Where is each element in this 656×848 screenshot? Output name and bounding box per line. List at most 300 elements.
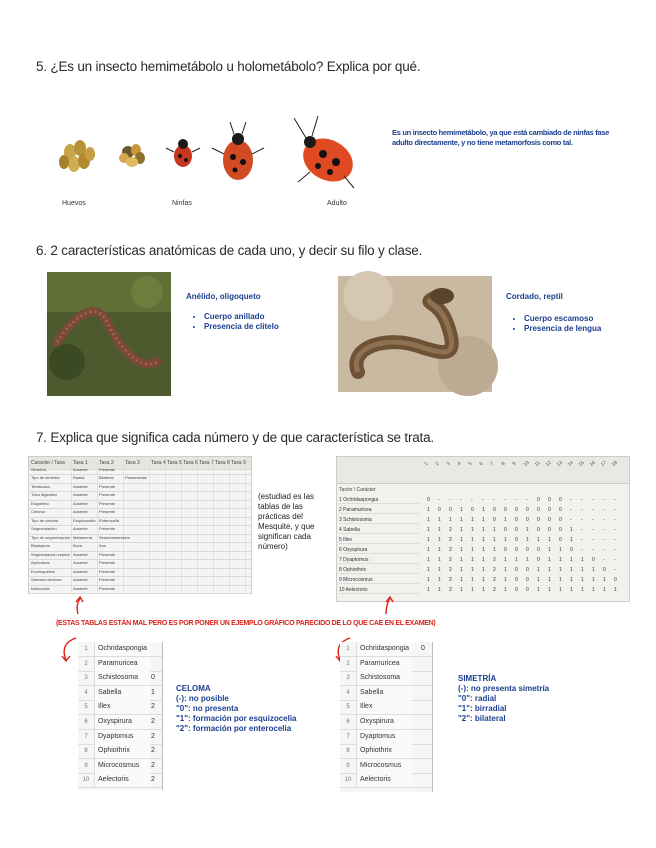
matrix-cell: 1 — [504, 537, 507, 543]
simetria-row — [340, 657, 432, 672]
table-header-cell: Taxa 7 — [197, 457, 214, 469]
matrix-cell: 1 — [548, 537, 551, 543]
matrix-cell: 2 — [493, 557, 496, 563]
matrix-col-label: 11 — [533, 460, 542, 468]
matrix-taxon: 7 Dyaptomus — [339, 557, 419, 564]
table-cell — [165, 542, 182, 551]
matrix-cell: 0 — [526, 517, 529, 523]
table-cell — [123, 491, 150, 500]
celoma-row-taxon: Paramuricea — [94, 657, 150, 671]
matrix-cell: 1 — [449, 517, 452, 523]
matrix-cell: 1 — [460, 527, 463, 533]
matrix-cell: 0 — [504, 547, 507, 553]
celoma-row-value: 1 — [151, 688, 155, 696]
matrix-cell: 1 — [438, 547, 441, 553]
matrix-cell: 1 — [427, 517, 430, 523]
matrix-cell: - — [581, 527, 583, 533]
table-cell: Presente — [97, 576, 124, 585]
matrix-taxon: 1 Ochridaspongia — [339, 497, 419, 504]
celoma-row-value: 0 — [151, 674, 155, 682]
matrix-cell: 1 — [504, 567, 507, 573]
matrix-cell: 0 — [614, 577, 617, 583]
celoma-row — [78, 715, 162, 730]
matrix-cell: - — [570, 497, 572, 503]
celoma-row-taxon: Dyaptomus — [94, 730, 150, 744]
question-7: 7. Explica que significa cada número y de que característica se trata. — [36, 430, 434, 445]
celoma-legend-3: "2": formación por enterocelia — [176, 724, 292, 733]
table-cell: Presente — [97, 508, 124, 517]
matrix-cell: 0 — [438, 507, 441, 513]
simetria-legend — [458, 674, 549, 724]
table-cell — [165, 508, 182, 517]
matrix-cell: 1 — [482, 527, 485, 533]
table-cell — [197, 534, 214, 543]
table-cell — [123, 568, 150, 577]
table-cell: Notocorda — [29, 585, 72, 594]
celoma-legend — [176, 684, 297, 734]
simetria-legend-3: "2": bilateral — [458, 714, 506, 723]
matrix-cell: - — [614, 567, 616, 573]
matrix-cell: 1 — [482, 517, 485, 523]
celoma-row-number: 10 — [82, 777, 90, 784]
matrix-cell: 1 — [592, 567, 595, 573]
label-adulto: Adulto — [327, 200, 347, 207]
matrix-col-label: 9 — [511, 460, 518, 468]
simetria-row-number: 10 — [344, 777, 352, 784]
table-header-cell: Taxa 8 — [213, 457, 230, 469]
matrix-cell: 0 — [526, 577, 529, 583]
table-cell — [197, 508, 214, 517]
matrix-cell: 1 — [460, 517, 463, 523]
matrix-cell: 1 — [526, 527, 529, 533]
celoma-crop — [78, 642, 163, 790]
celoma-row-taxon: Illex — [94, 700, 150, 714]
matrix-cell: 0 — [537, 497, 540, 503]
simetria-row — [340, 671, 432, 686]
matrix-taxon: 2 Paramuricea — [339, 507, 419, 514]
matrix-corner: Taxón \ Carácter — [339, 487, 376, 493]
table-header-cell: Taxa 6 — [181, 457, 198, 469]
simetria-legend-1: "0": radial — [458, 694, 497, 703]
simetria-crop — [340, 642, 433, 792]
table-cell — [165, 585, 182, 594]
table-cell — [149, 576, 166, 585]
table-cell — [229, 474, 246, 483]
matrix-cell: 1 — [592, 577, 595, 583]
matrix-cell: - — [570, 507, 572, 513]
table-cell — [229, 483, 246, 492]
table-cell: Segmentación espiral — [29, 551, 72, 560]
table-cell — [181, 500, 198, 509]
table-cell — [165, 525, 182, 534]
matrix-cell: 1 — [427, 547, 430, 553]
table-cell: Ausente — [71, 568, 98, 577]
snake-photo — [338, 276, 492, 392]
table-cell: Bilateral — [97, 474, 124, 483]
matrix-cell: 0 — [515, 587, 518, 593]
simetria-row-number: 7 — [346, 733, 350, 740]
matrix-cell: 1 — [504, 587, 507, 593]
matrix-cell: 0 — [471, 507, 474, 513]
table-cell — [229, 559, 246, 568]
simetria-row-number: 4 — [346, 689, 350, 696]
matrix-col-label: 5 — [467, 460, 474, 468]
celoma-row — [78, 773, 162, 788]
matrix-col-label: 12 — [544, 459, 553, 469]
matrix-cell: 1 — [526, 537, 529, 543]
matrix-cell: - — [603, 547, 605, 553]
matrix-col-label: 2 — [434, 460, 441, 468]
table-cell — [149, 568, 166, 577]
matrix-cell: 1 — [460, 577, 463, 583]
matrix-cell: 1 — [548, 557, 551, 563]
table-cell: Pentarradial — [123, 474, 150, 483]
table-cell: Sistema nervioso — [29, 576, 72, 585]
matrix-cell: 1 — [548, 587, 551, 593]
table-cell — [229, 508, 246, 517]
matrix-cell: 0 — [537, 517, 540, 523]
matrix-cell: - — [482, 497, 484, 503]
matrix-cell: 0 — [559, 497, 562, 503]
worm-traits — [188, 312, 279, 332]
matrix-cell: 1 — [471, 527, 474, 533]
matrix-cell: 1 — [570, 567, 573, 573]
insect-lifecycle-illustration — [48, 112, 368, 202]
matrix-cell: 1 — [592, 587, 595, 593]
matrix-cell: 0 — [526, 567, 529, 573]
table-cell — [213, 500, 230, 509]
celoma-row — [78, 686, 162, 701]
matrix-cell: 2 — [449, 567, 452, 573]
matrix-cell: 1 — [570, 527, 573, 533]
simetria-row-taxon: Ochridaspongia — [356, 642, 412, 656]
matrix-col-label: 14 — [566, 459, 575, 469]
simetria-row-taxon: Ophiothrix — [356, 744, 412, 758]
matrix-cell: 0 — [493, 507, 496, 513]
matrix-cell: 0 — [559, 517, 562, 523]
matrix-cell: 1 — [504, 517, 507, 523]
matrix-cell: 1 — [460, 587, 463, 593]
matrix-cell: 0 — [504, 507, 507, 513]
simetria-row-taxon: Microcosmus — [356, 759, 412, 773]
matrix-cell: 1 — [438, 557, 441, 563]
table-cell — [149, 508, 166, 517]
matrix-cell: - — [614, 517, 616, 523]
worm-title: Anélido, oligoqueto — [186, 292, 261, 301]
question-5: 5. ¿Es un insecto hemimetábolo u holometábolo? Explica por qué. — [36, 59, 421, 74]
table-cell — [197, 474, 214, 483]
matrix-cell: 0 — [559, 527, 562, 533]
matrix-cell: 0 — [559, 537, 562, 543]
table-cell — [197, 466, 214, 475]
matrix-cell: 1 — [559, 557, 562, 563]
matrix-cell: 1 — [438, 517, 441, 523]
matrix-cell: 0 — [449, 507, 452, 513]
matrix-cell: 2 — [493, 587, 496, 593]
snake-title: Cordado, reptil — [506, 292, 563, 301]
table-cell — [197, 568, 214, 577]
table-header-cell: Taxa 3 — [123, 457, 150, 469]
table-cell: Ausente — [71, 483, 98, 492]
matrix-cell: - — [438, 497, 440, 503]
matrix-cell: 0 — [427, 497, 430, 503]
simetria-row-number: 5 — [346, 704, 350, 711]
table-cell — [213, 568, 230, 577]
celoma-row-number: 1 — [84, 646, 88, 652]
matrix-cell: 0 — [526, 507, 529, 513]
matrix-cell: 0 — [515, 547, 518, 553]
matrix-cell: 0 — [559, 507, 562, 513]
matrix-cell: 1 — [460, 507, 463, 513]
simetria-row — [340, 715, 432, 730]
celoma-row-taxon: Microcosmus — [94, 759, 150, 773]
matrix-cell: 1 — [427, 527, 430, 533]
matrix-cell: - — [460, 497, 462, 503]
table-cell — [149, 517, 166, 526]
matrix-cell: 1 — [537, 587, 540, 593]
matrix-taxon: 8 Ophiothrix — [339, 567, 419, 574]
matrix-cell: 1 — [482, 577, 485, 583]
table-cell — [149, 466, 166, 475]
table-cell — [229, 491, 246, 500]
matrix-cell: - — [581, 547, 583, 553]
matrix-cell: 0 — [515, 517, 518, 523]
mesquite-note: (estudiad es las tablas de las prácticas del Mesquite, y que significan cada número) — [258, 492, 315, 551]
table-cell: Seudometamería — [97, 534, 124, 543]
matrix-cell: 0 — [537, 547, 540, 553]
matrix-cell: 1 — [471, 557, 474, 563]
simetria-row-taxon: Paramuricea — [356, 657, 412, 671]
matrix-cell: 0 — [515, 567, 518, 573]
matrix-cell: - — [581, 537, 583, 543]
table-cell — [213, 534, 230, 543]
matrix-cell: 1 — [460, 547, 463, 553]
matrix-cell: 1 — [504, 577, 507, 583]
matrix-cell: 0 — [493, 517, 496, 523]
table-cell: Blastoporo — [29, 542, 72, 551]
matrix-cell: 0 — [537, 507, 540, 513]
celoma-row-value: 2 — [151, 732, 155, 740]
matrix-cell: 2 — [449, 527, 452, 533]
simetria-row-taxon: Schistosoma — [356, 671, 412, 685]
simetria-row-number: 9 — [346, 762, 350, 769]
table-cell — [197, 576, 214, 585]
table-cell — [181, 551, 198, 560]
simetria-row — [340, 642, 432, 657]
matrix-cell: - — [614, 537, 616, 543]
table-cell — [123, 534, 150, 543]
table-cell — [213, 551, 230, 560]
matrix-cell: 1 — [438, 577, 441, 583]
table-cell — [181, 491, 198, 500]
table-cell — [181, 576, 198, 585]
matrix-cell: - — [603, 527, 605, 533]
celoma-row-value: 2 — [151, 747, 155, 755]
table-cell: Ausente — [71, 466, 98, 475]
table-cell — [165, 491, 182, 500]
matrix-cell: 1 — [570, 587, 573, 593]
simetria-row — [340, 759, 432, 774]
matrix-cell: 1 — [559, 587, 562, 593]
matrix-cell: - — [603, 557, 605, 563]
table-cell: Esquizocelia — [71, 517, 98, 526]
table-cell — [213, 559, 230, 568]
matrix-cell: 1 — [482, 547, 485, 553]
table-cell — [213, 508, 230, 517]
matrix-cell: - — [515, 497, 517, 503]
matrix-cell: - — [592, 547, 594, 553]
table-cell: Celoma — [29, 508, 72, 517]
simetria-row — [340, 744, 432, 759]
matrix-cell: 1 — [548, 577, 551, 583]
matrix-cell: 1 — [548, 547, 551, 553]
table-cell — [149, 585, 166, 594]
matrix-cell: 0 — [548, 507, 551, 513]
table-cell: Presente — [97, 559, 124, 568]
table-cell — [149, 534, 166, 543]
matrix-cell: - — [603, 497, 605, 503]
table-cell: Ausente — [71, 525, 98, 534]
matrix-cell: 1 — [548, 567, 551, 573]
table-cell — [123, 508, 150, 517]
matrix-cell: 1 — [460, 567, 463, 573]
table-cell — [197, 559, 214, 568]
table-cell — [197, 551, 214, 560]
matrix-col-label: 13 — [555, 459, 564, 469]
table-cell — [229, 517, 246, 526]
table-cell — [165, 576, 182, 585]
table-cell — [197, 517, 214, 526]
table-cell — [165, 483, 182, 492]
matrix-cell: 1 — [570, 577, 573, 583]
matrix-cell: - — [581, 497, 583, 503]
matrix-col-label: 8 — [500, 460, 507, 468]
table-cell — [165, 559, 182, 568]
table-header-cell: Taxa 5 — [165, 457, 182, 469]
matrix-cell: 1 — [471, 587, 474, 593]
matrix-cell: 1 — [482, 507, 485, 513]
table-cell: Enterocelia — [97, 517, 124, 526]
matrix-cell: 0 — [526, 587, 529, 593]
celoma-row-value: 2 — [151, 776, 155, 784]
simetria-legend-2: "1": birradial — [458, 704, 507, 713]
matrix-cell: 1 — [471, 517, 474, 523]
matrix-cell: 0 — [548, 527, 551, 533]
celoma-row — [78, 642, 162, 657]
table-cell — [181, 525, 198, 534]
simetria-row-value: 0 — [421, 645, 425, 652]
celoma-row-value: 2 — [151, 703, 155, 711]
simetria-row-taxon: Dyaptomus — [356, 730, 412, 744]
matrix-cell: 1 — [438, 537, 441, 543]
simetria-row-taxon: Oxyspirura — [356, 715, 412, 729]
table-cell — [213, 483, 230, 492]
matrix-cell: 1 — [427, 507, 430, 513]
matrix-cell: 1 — [471, 547, 474, 553]
matrix-cell: 0 — [515, 507, 518, 513]
table-cell — [123, 551, 150, 560]
matrix-table-thumbnail — [336, 456, 630, 602]
matrix-col-label: 17 — [599, 459, 608, 469]
matrix-col-label: 7 — [489, 460, 496, 468]
matrix-taxon: 9 Microcosmus — [339, 577, 419, 584]
simetria-row — [340, 773, 432, 788]
matrix-taxon: 10 Aelectoris — [339, 587, 419, 594]
table-cell: Ausente — [71, 551, 98, 560]
label-ninfas: Ninfas — [172, 200, 192, 207]
matrix-cell: - — [592, 527, 594, 533]
table-header-cell: Taxa 2 — [97, 457, 124, 469]
celoma-row-number: 4 — [84, 689, 88, 696]
table-cell: Ausente — [71, 559, 98, 568]
table-cell — [123, 576, 150, 585]
celoma-row — [78, 657, 162, 672]
table-cell — [229, 500, 246, 509]
table-cell — [229, 585, 246, 594]
matrix-cell: - — [449, 497, 451, 503]
table-cell: Boca — [71, 542, 98, 551]
matrix-cell: 1 — [438, 527, 441, 533]
label-huevos: Huevos — [62, 200, 86, 207]
table-cell: Ausente — [71, 585, 98, 594]
simetria-row-taxon: Illex — [356, 700, 412, 714]
matrix-cell: 0 — [548, 517, 551, 523]
celoma-row — [78, 759, 162, 774]
matrix-cell: 1 — [504, 557, 507, 563]
table-cell — [181, 483, 198, 492]
matrix-cell: 0 — [526, 547, 529, 553]
earthworm-photo — [47, 272, 171, 396]
table-header-cell: Taxa 9 — [229, 457, 246, 469]
matrix-cell: 1 — [427, 577, 430, 583]
matrix-cell: - — [592, 507, 594, 513]
matrix-cell: - — [614, 507, 616, 513]
matrix-cell: 1 — [526, 557, 529, 563]
matrix-cell: 1 — [427, 537, 430, 543]
table-cell — [197, 542, 214, 551]
simetria-row — [340, 700, 432, 715]
table-cell — [213, 491, 230, 500]
matrix-cell: 0 — [537, 557, 540, 563]
table-cell — [229, 466, 246, 475]
simetria-row-number: 8 — [346, 748, 350, 755]
matrix-cell: - — [603, 537, 605, 543]
table-header-cell: Caracter / Taxa — [29, 457, 72, 469]
table-cell — [165, 568, 182, 577]
table-cell — [149, 491, 166, 500]
table-cell — [123, 466, 150, 475]
table-cell — [123, 559, 150, 568]
matrix-cell: - — [614, 497, 616, 503]
table-cell — [213, 585, 230, 594]
simetria-title: SIMETRÍA — [458, 674, 497, 683]
simetria-row-number: 6 — [346, 719, 350, 725]
table-cell: Presente — [97, 525, 124, 534]
table-cell: Tubo digestivo — [29, 491, 72, 500]
matrix-cell: - — [570, 517, 572, 523]
arrow-up-left — [60, 596, 100, 616]
matrix-cell: - — [592, 497, 594, 503]
matrix-cell: 1 — [570, 557, 573, 563]
table-cell — [229, 568, 246, 577]
matrix-cell: 1 — [614, 587, 617, 593]
table-cell — [229, 576, 246, 585]
table-cell: Ausente — [71, 508, 98, 517]
table-cell — [181, 585, 198, 594]
celoma-row-number: 9 — [84, 762, 88, 769]
table-cell — [165, 474, 182, 483]
table-cell: Ausente — [71, 500, 98, 509]
